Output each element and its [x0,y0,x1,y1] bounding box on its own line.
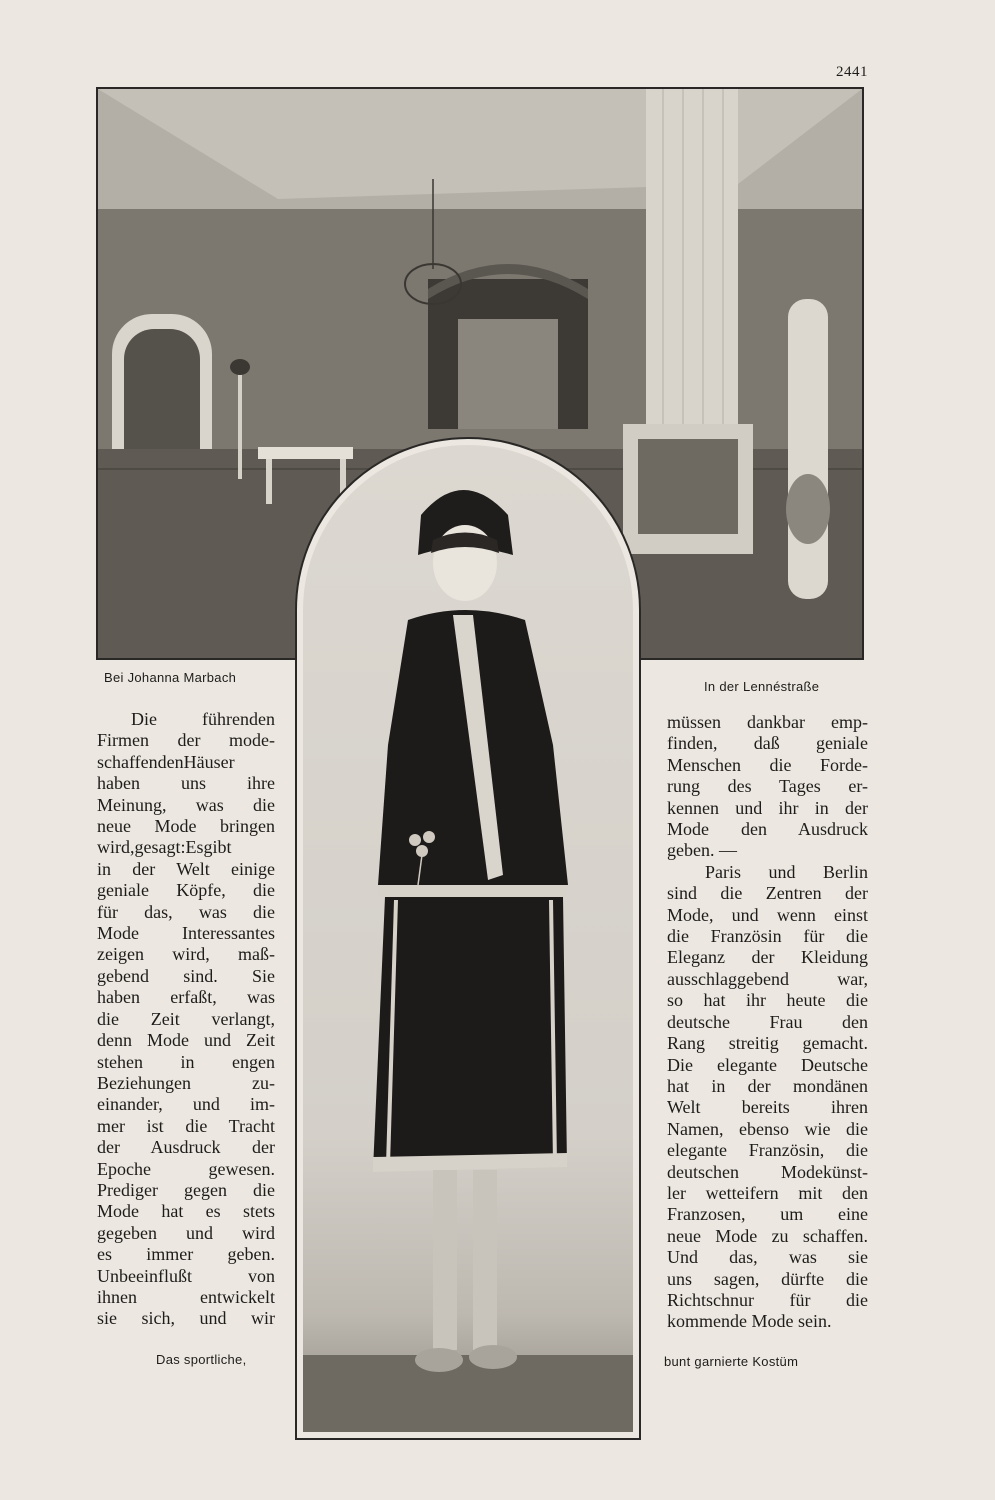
text-line: Und das, was sie [667,1247,868,1268]
text-line: Die führenden [131,709,275,729]
text-line: haben uns ihre [97,773,275,794]
text-line: geben. — [667,840,737,861]
text-line: hat in der mondänen [667,1075,868,1096]
text-line: einander, und im- [97,1094,275,1115]
text-line: deutschen Modekünst- [667,1161,868,1182]
text-line: Eleganz der Kleidung [667,947,868,968]
text-line: es immer geben. [97,1244,275,1265]
text-line: finden, daß geniale [667,733,868,754]
caption-lennestrasse: In der Lennéstraße [704,679,820,694]
page-number: 2441 [836,64,868,80]
text-line: Franzosen, um eine [667,1204,868,1225]
text-line: neue Mode bringen [97,816,275,837]
caption-johanna-marbach: Bei Johanna Marbach [104,670,237,685]
text-line: Beziehungen zu- [97,1072,275,1093]
text-line: müssen dankbar emp- [667,712,868,732]
text-line: Epoche gewesen. [97,1158,275,1179]
caption-kostuem: bunt garnierte Kostüm [664,1354,799,1369]
text-line: Richtschnur für die [667,1289,868,1310]
costume-portrait-photo [295,437,641,1440]
text-line: Die elegante Deutsche [667,1054,868,1075]
article-right-column [667,712,868,1333]
text-line: die Zeit verlangt, [97,1008,275,1029]
text-line: Mode Interessantes [97,923,275,944]
text-line: gebend sind. Sie [97,965,275,986]
text-line: Welt bereits ihren [667,1097,868,1118]
text-line: so hat ihr heute die [667,990,868,1011]
text-line: Meinung, was die [97,794,275,815]
text-line: Mode, und wenn einst [667,904,868,925]
text-line: für das, was die [97,901,275,922]
text-line: Menschen die Forde- [667,754,868,775]
text-line: kennen und ihr in der [667,797,868,818]
text-line: zeigen wird, maß- [97,944,275,965]
text-line: stehen in engen [97,1051,275,1072]
text-line: mer ist die Tracht [97,1115,275,1136]
text-line: neue Mode zu schaffen. [667,1225,868,1246]
text-line: schaffendenHäuser [97,751,235,772]
text-line: denn Mode und Zeit [97,1030,275,1051]
model-illustration [303,445,633,1432]
text-line: die Französin für die [667,926,868,947]
text-line: sind die Zentren der [667,883,868,904]
article-left-column [97,709,275,1330]
text-line: Prediger gegen die [97,1179,275,1200]
text-line: haben erfaßt, was [97,987,275,1008]
text-line: der Ausdruck der [97,1137,275,1158]
text-line: Namen, ebenso wie die [667,1118,868,1139]
text-line: geniale Köpfe, die [97,880,275,901]
text-line: ler wetteifern mit den [667,1182,868,1203]
text-line: elegante Französin, die [667,1140,868,1161]
text-line: kommende Mode sein. [667,1311,832,1332]
caption-sportliche: Das sportliche, [156,1352,247,1367]
text-line: Mode hat es stets [97,1201,275,1222]
text-line: Mode den Ausdruck [667,819,868,840]
text-line: Unbeeinflußt von [97,1265,275,1286]
text-line: sie sich, und wir [97,1308,275,1329]
text-line: deutsche Frau den [667,1011,868,1032]
text-line: in der Welt einige [97,858,275,879]
text-line: ihnen entwickelt [97,1286,275,1307]
text-line: Paris und Berlin [705,861,868,882]
text-line: gegeben und wird [97,1222,275,1243]
text-line: rung des Tages er- [667,776,868,797]
text-line: Firmen der mode- [97,730,275,751]
text-line: uns sagen, dürfte die [667,1268,868,1289]
text-line: wird,gesagt:Esgibt [97,837,232,858]
text-line: Rang streitig gemacht. [667,1033,868,1054]
text-line: ausschlaggebend war, [667,968,868,989]
